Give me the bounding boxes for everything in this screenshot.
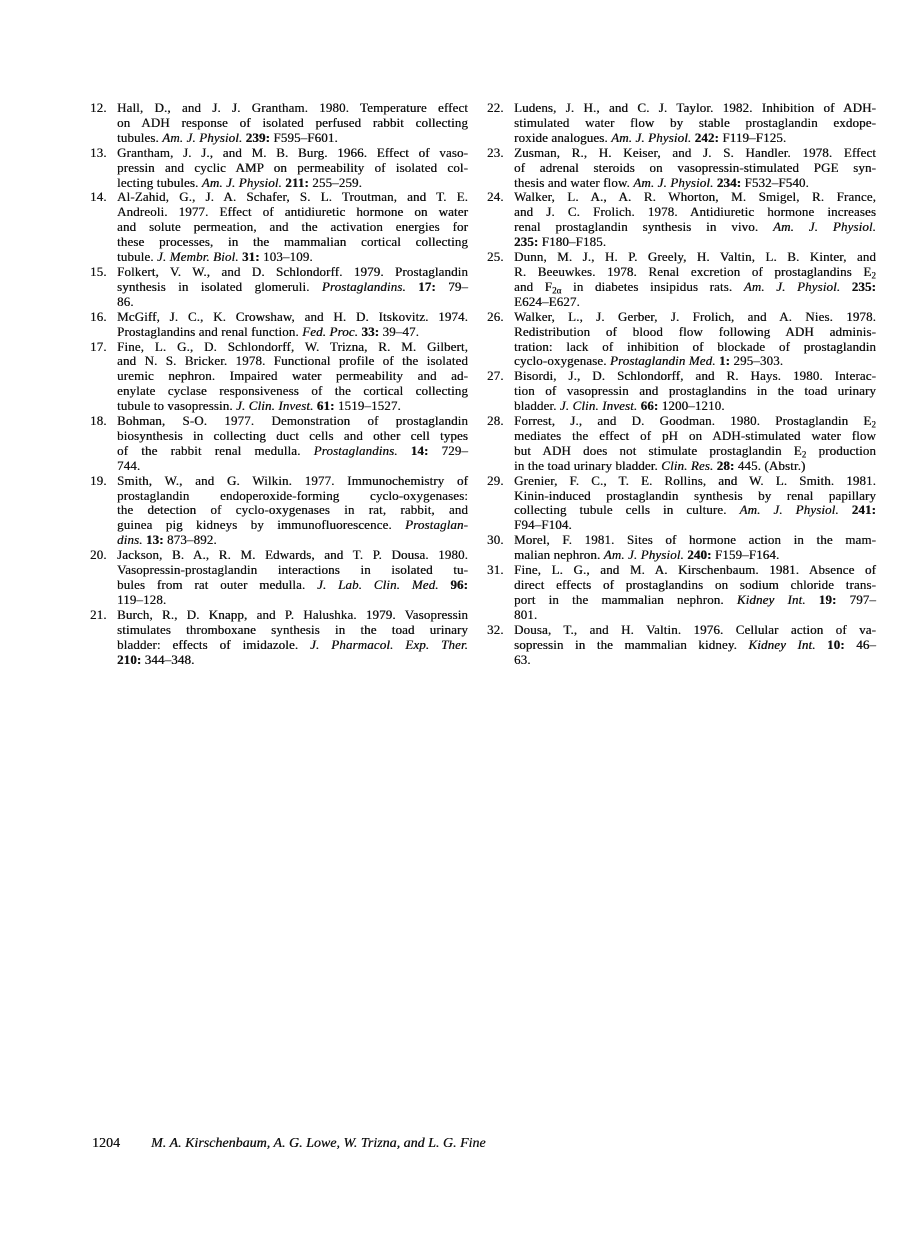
reference-line: malian nephron. Am. J. Physiol. 240: F159–F164. — [514, 547, 780, 563]
reference-line: roxide analogues. Am. J. Physiol. 242: F119–F125. — [514, 129, 787, 145]
reference-number: 22. — [487, 100, 504, 115]
reference-item — [90, 101, 468, 146]
reference-number: 19. — [90, 472, 107, 488]
reference-item — [90, 474, 468, 549]
reference-line: on ADH response of isolated perfused rabbit collecting — [117, 114, 468, 130]
references-section — [90, 101, 876, 667]
reference-text — [117, 265, 468, 310]
reference-line: Burch, R., D. Knapp, and P. Halushka. 1979. Vasopressin — [117, 606, 468, 622]
running-authors: M. A. Kirschenbaum, A. G. Lowe, W. Trizna, and L. G. Fine — [151, 1136, 486, 1151]
references-column-left — [90, 101, 468, 667]
reference-item — [90, 608, 468, 668]
reference-line: Dunn, M. J., H. P. Greely, H. Valtin, L. B. Kinter, and — [514, 249, 876, 265]
reference-number: 29. — [487, 472, 504, 488]
reference-text — [514, 369, 876, 414]
reference-line: in the toad urinary bladder. Clin. Res. 28: 445. (Abstr.) — [514, 457, 806, 473]
reference-number: 15. — [90, 263, 107, 279]
reference-line: tubule to vasopressin. J. Clin. Invest. 61: 1519–1527. — [117, 398, 401, 414]
reference-item — [90, 190, 468, 265]
reference-line: Hall, D., and J. J. Grantham. 1980. Temperature effect — [117, 100, 468, 115]
reference-number: 18. — [90, 413, 107, 429]
reference-text — [514, 310, 876, 370]
reference-item — [487, 623, 876, 668]
reference-item — [90, 146, 468, 191]
reference-text — [514, 190, 876, 250]
reference-line: tration: lack of inhibition of blockade of prostaglandin — [514, 338, 876, 354]
reference-item — [487, 310, 876, 370]
reference-number: 20. — [90, 547, 107, 563]
reference-line: tion of vasopressin and prostaglandins in the toad urinary — [514, 383, 876, 399]
reference-text — [117, 340, 468, 415]
reference-line: 119–128. — [117, 591, 167, 607]
reference-line: cyclo-oxygenase. Prostaglandin Med. 1: 295–303. — [514, 353, 784, 369]
reference-number: 31. — [487, 562, 504, 578]
reference-number: 24. — [487, 189, 504, 205]
reference-line: 744. — [117, 457, 141, 473]
reference-text — [514, 414, 876, 474]
reference-text — [514, 474, 876, 534]
reference-line: Vasopressin-prostaglandin interactions in isolated tu- — [117, 562, 468, 578]
reference-line: guinea pig kidneys by immunofluorescence. Prostaglan- — [117, 517, 468, 533]
reference-number: 26. — [487, 308, 504, 324]
reference-line: direct effects of prostaglandins on sodium chloride trans- — [514, 577, 876, 592]
reference-line: mediates the effect of pH on ADH-stimulated water flow — [514, 427, 876, 443]
reference-line: of the rabbit renal medulla. Prostaglandins. 14: 729– — [117, 442, 468, 458]
reference-number: 27. — [487, 368, 504, 384]
reference-line: biosynthesis in collecting duct cells and other cell types — [117, 427, 468, 443]
reference-line: Dousa, T., and H. Valtin. 1976. Cellular action of va- — [514, 621, 876, 637]
reference-text — [514, 146, 876, 191]
reference-line: and solute permeation, and the activation energies for — [117, 219, 468, 235]
reference-line: port in the mammalian nephron. Kidney Int. 19: 797– — [514, 591, 877, 607]
reference-line: and $F_{2\alpha}$ in diabetes insipidus rats. Am. J. Physiol. 235: — [514, 278, 876, 296]
reference-line: Folkert, V. W., and D. Schlondorff. 1979. Prostaglandin — [117, 263, 468, 279]
reference-line: bladder: effects of imidazole. J. Pharmacol. Exp. Ther. — [117, 636, 469, 652]
reference-line: the detection of cyclo-oxygenases in rat, rabbit, and — [117, 502, 468, 518]
reference-line: tubule. J. Membr. Biol. 31: 103–109. — [117, 249, 313, 265]
reference-line: bules from rat outer medulla. J. Lab. Clin. Med. 96: — [117, 577, 469, 592]
reference-line: these processes, in the mammalian cortical collecting — [117, 234, 468, 250]
reference-line: prostaglandin endoperoxide-forming cyclo-oxygenases: — [117, 487, 468, 503]
reference-item — [90, 265, 468, 310]
reference-line: Walker, L., J. Gerber, J. Frolich, and A. Nies. 1978. — [514, 308, 876, 324]
reference-line: Kinin-induced prostaglandin synthesis by renal papillary — [514, 487, 876, 503]
reference-item — [487, 250, 876, 310]
reference-text — [117, 608, 468, 668]
reference-text — [117, 146, 468, 191]
reference-line: R. Beeuwkes. 1978. Renal excretion of prostaglandins $E_2$ — [514, 263, 876, 281]
reference-item — [487, 101, 876, 146]
reference-number: 17. — [90, 338, 107, 354]
reference-item — [487, 369, 876, 414]
reference-item — [90, 310, 468, 340]
reference-line: but ADH does not stimulate prostaglandin $E_2$ production — [514, 442, 876, 460]
reference-number: 23. — [487, 144, 504, 160]
reference-text — [514, 533, 876, 563]
reference-line: Grenier, F. C., T. E. Rollins, and W. L. Smith. 1981. — [514, 472, 876, 488]
page-footer — [92, 1135, 486, 1152]
reference-line: renal prostaglandin synthesis in vivo. Am. J. Physiol. — [514, 219, 876, 235]
reference-line: Fine, L. G., D. Schlondorff, W. Trizna, R. M. Gilbert, — [117, 338, 468, 354]
reference-text — [117, 310, 468, 340]
reference-text — [514, 623, 876, 668]
reference-line: enylate cyclase responsiveness of the cortical collecting — [117, 383, 468, 399]
reference-line: thesis and water flow. Am. J. Physiol. 234: F532–F540. — [514, 174, 809, 190]
reference-line: Forrest, J., and D. Goodman. 1980. Prostaglandin $E_2$ — [514, 413, 876, 430]
reference-line: lecting tubules. Am. J. Physiol. 211: 255–259. — [117, 174, 362, 190]
reference-line: Andreoli. 1977. Effect of antidiuretic hormone on water — [117, 204, 468, 220]
reference-line: uremic nephron. Impaired water permeability and ad- — [117, 368, 468, 384]
reference-line: stimulates thromboxane synthesis in the toad urinary — [117, 621, 468, 637]
reference-text — [514, 250, 876, 310]
reference-item — [487, 533, 876, 563]
reference-text — [117, 548, 468, 608]
reference-number: 14. — [90, 189, 107, 205]
reference-line: pressin and cyclic AMP on permeability of isolated col- — [117, 159, 468, 175]
reference-item — [487, 146, 876, 191]
reference-item — [90, 414, 468, 474]
reference-number: 30. — [487, 532, 504, 548]
reference-line: 63. — [514, 651, 531, 667]
reference-line: Prostaglandins and renal function. Fed. Proc. 33: 39–47. — [117, 323, 419, 339]
reference-text — [514, 563, 876, 623]
reference-line: E624–E627. — [514, 293, 580, 309]
reference-number: 28. — [487, 413, 504, 429]
reference-line: Zusman, R., H. Keiser, and J. S. Handler. 1978. Effect — [514, 144, 876, 160]
reference-item — [487, 474, 876, 534]
reference-line: dins. 13: 873–892. — [117, 532, 217, 548]
reference-number: 21. — [90, 606, 107, 622]
reference-number: 16. — [90, 308, 107, 324]
reference-line: bladder. J. Clin. Invest. 66: 1200–1210. — [514, 398, 725, 414]
page-number: 1204 — [92, 1136, 120, 1151]
reference-line: McGiff, J. C., K. Crowshaw, and H. D. Itskovitz. 1974. — [117, 308, 468, 324]
reference-number: 25. — [487, 249, 504, 265]
reference-line: Bohman, S-O. 1977. Demonstration of prostaglandin — [117, 413, 468, 429]
reference-text — [117, 101, 468, 146]
reference-text — [117, 414, 468, 474]
reference-line: stimulated water flow by stable prostaglandin exdope- — [514, 114, 876, 130]
reference-line: Al-Zahid, G., J. A. Schafer, S. L. Troutman, and T. E. — [117, 189, 468, 205]
reference-number: 13. — [90, 144, 107, 160]
reference-line: Grantham, J. J., and M. B. Burg. 1966. Effect of vaso- — [117, 144, 468, 160]
reference-line: synthesis in isolated glomeruli. Prostaglandins. 17: 79– — [117, 278, 469, 294]
reference-line: 235: F180–F185. — [514, 234, 607, 250]
reference-text — [514, 101, 876, 146]
reference-number: 32. — [487, 621, 504, 637]
reference-line: Jackson, B. A., R. M. Edwards, and T. P. Dousa. 1980. — [117, 547, 468, 563]
reference-item — [90, 340, 468, 415]
reference-line: Bisordi, J., D. Schlondorff, and R. Hays. 1980. Interac- — [514, 368, 876, 384]
reference-item — [487, 563, 876, 623]
reference-line: Smith, W., and G. Wilkin. 1977. Immunochemistry of — [117, 472, 468, 488]
reference-line: sopressin in the mammalian kidney. Kidney Int. 10: 46– — [514, 636, 877, 652]
reference-line: Walker, L. A., A. R. Whorton, M. Smigel, R. France, — [514, 189, 876, 205]
reference-text — [117, 190, 468, 265]
reference-line: and J. C. Frolich. 1978. Antidiuretic hormone increases — [514, 204, 876, 220]
reference-line: Fine, L. G., and M. A. Kirschenbaum. 1981. Absence of — [514, 562, 876, 578]
reference-line: of adrenal steroids on vasopressin-stimulated PGE syn- — [514, 159, 876, 175]
reference-item — [90, 548, 468, 608]
references-column-right — [487, 101, 876, 667]
reference-line: 86. — [117, 293, 134, 309]
reference-line: Redistribution of blood flow following ADH adminis- — [514, 323, 876, 339]
reference-line: 210: 344–348. — [117, 651, 195, 667]
reference-line: and N. S. Bricker. 1978. Functional profile of the isolated — [117, 353, 468, 369]
reference-line: collecting tubule cells in culture. Am. J. Physiol. 241: — [514, 502, 876, 518]
reference-item — [487, 414, 876, 474]
reference-line: tubules. Am. J. Physiol. 239: F595–F601. — [117, 129, 338, 145]
reference-line: F94–F104. — [514, 517, 572, 533]
reference-line: Morel, F. 1981. Sites of hormone action in the mam- — [514, 532, 876, 548]
reference-line: 801. — [514, 606, 538, 622]
reference-item — [487, 190, 876, 250]
reference-number: 12. — [90, 100, 107, 115]
reference-text — [117, 474, 468, 549]
reference-line: Ludens, J. H., and C. J. Taylor. 1982. Inhibition of ADH- — [514, 100, 876, 115]
